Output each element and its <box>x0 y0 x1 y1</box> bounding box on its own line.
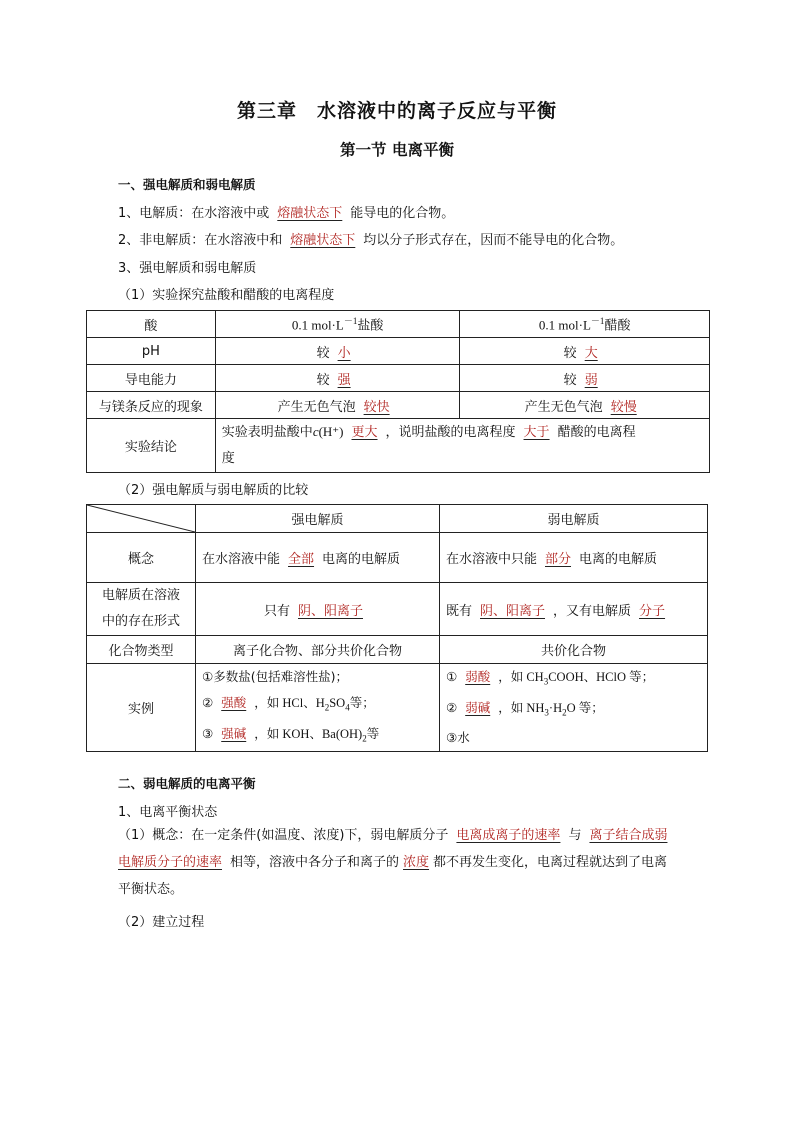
table-row <box>87 311 710 338</box>
answer-blank: 弱碱 <box>465 699 491 715</box>
table-row: 实例 ①多数盐(包括难溶性盐)； ② 强酸 ，如 HCl、$H_2SO_4$等； ③ 强碱 ，如 KOH、$Ba(OH)_2$等 ① 弱酸 ，如 $CH_3COOH$、HClO 等； ② 弱碱 ，如 $NH_3\cdot H_2O$ 等； ③水 <box>87 664 708 752</box>
chapter-title: 第三章 水溶液中的离子反应与平衡 <box>236 100 557 122</box>
header-weak: 弱电解质 <box>439 505 707 533</box>
conclusion-cell: 实验表明盐酸中c(H⁺) 更大 ，说明盐酸的电离程度 大于 醋酸的电离程 度 <box>215 419 709 473</box>
answer-blank: 阴、阳离子 <box>480 603 546 619</box>
header-cell-hcl: 0.1 $mol\cdot L^{-1}$盐酸 <box>215 311 460 338</box>
answer-blank: 熔融状态下 <box>277 206 343 221</box>
diagonal-header-cell <box>87 505 196 533</box>
answer-blank: 大于 <box>523 425 550 440</box>
table-row: 化合物类型 离子化合物、部分共价化合物 共价化合物 <box>87 636 708 664</box>
experiment-caption: （1）实验探究盐酸和醋酸的电离程度 <box>118 288 335 303</box>
definition-non-electrolyte: 2、非电解质：在水溶液中和 熔融状态下 均以分子形式存在，因而不能导电的化合物。 <box>118 233 624 248</box>
heading-strong-weak-electrolytes: 一、强电解质和弱电解质 <box>118 177 256 192</box>
table-row: pH 较 小 较 大 <box>87 338 710 365</box>
section-title: 第一节 电离平衡 <box>340 141 454 159</box>
answer-blank: 大 <box>584 345 598 361</box>
answer-blank: 离子结合成弱电解质分子的速率 <box>118 828 668 870</box>
table-row: 概念 在水溶液中能 全部 电离的电解质 在水溶液中只能 部分 电离的电解质 <box>87 533 708 583</box>
answer-blank: 弱酸 <box>465 669 491 684</box>
heading-ionization-equilibrium: 二、弱电解质的电离平衡 <box>118 776 256 791</box>
diagonal-line <box>87 505 195 532</box>
table-row: 导电能力 较 强 较 弱 <box>87 365 710 392</box>
answer-blank: 熔融状态下 <box>290 233 356 248</box>
answer-blank: 分子 <box>639 603 666 619</box>
answer-blank: 更大 <box>351 425 378 440</box>
answer-blank: 浓度 <box>403 855 430 870</box>
header-strong: 强电解质 <box>196 505 440 533</box>
table-row: 电解质在溶液 中的存在形式 只有 阴、阳离子 既有 阴、阳离子 ，又有电解质 分子 <box>87 583 708 636</box>
table-row: 实验结论 实验表明盐酸中c(H⁺) 更大 ，说明盐酸的电离程度 大于 醋酸的电离程 度 <box>87 419 710 473</box>
answer-blank: 强酸 <box>221 695 247 710</box>
subheading-strong-weak: 3、强电解质和弱电解质 <box>118 261 257 276</box>
comparison-caption: （2）强电解质与弱电解质的比较 <box>118 483 309 498</box>
definition-electrolyte: 1、电解质：在水溶液中或 熔融状态下 能导电的化合物。 <box>118 206 455 221</box>
header-cell: 酸 <box>87 311 216 338</box>
answer-blank: 强碱 <box>221 725 247 741</box>
table-row: 与镁条反应的现象 产生无色气泡 较快 产生无色气泡 较慢 <box>87 392 710 419</box>
answer-blank: 部分 <box>545 552 572 567</box>
table-row <box>87 505 708 533</box>
header-cell-acetic: 0.1 $mol\cdot L^{-1}$醋酸 <box>460 311 710 338</box>
answer-blank: 弱 <box>584 372 598 388</box>
answer-blank: 阴、阳离子 <box>297 603 363 619</box>
subheading-equilibrium-state: 1、电离平衡状态 <box>118 805 218 820</box>
comparison-table <box>86 504 708 752</box>
examples-weak: ① 弱酸 ，如 $CH_3COOH$、HClO 等； ② 弱碱 ，如 $NH_3\cdot H_2O$ 等； ③水 <box>439 664 707 752</box>
answer-blank: 较慢 <box>610 399 637 415</box>
answer-blank: 电离成离子的速率 <box>456 828 561 843</box>
concept-paragraph: （1）概念：在一定条件(如温度、浓度)下，弱电解质分子 电离成离子的速率 与 离子结合成弱电解质分子的速率 相等，溶液中各分子和离子的 浓度 都不再发生变化，电离过程就达到了电离平衡状态。 <box>118 828 668 897</box>
examples-strong: ①多数盐(包括难溶性盐)； ② 强酸 ，如 HCl、$H_2SO_4$等； ③ 强碱 ，如 KOH、$Ba(OH)_2$等 <box>196 664 440 752</box>
experiment-table <box>86 310 710 473</box>
answer-blank: 强 <box>337 372 351 388</box>
answer-blank: 较快 <box>363 399 390 415</box>
answer-blank: 小 <box>337 345 351 361</box>
answer-blank: 全部 <box>288 552 315 567</box>
subheading-establishment-process: （2）建立过程 <box>118 915 205 930</box>
